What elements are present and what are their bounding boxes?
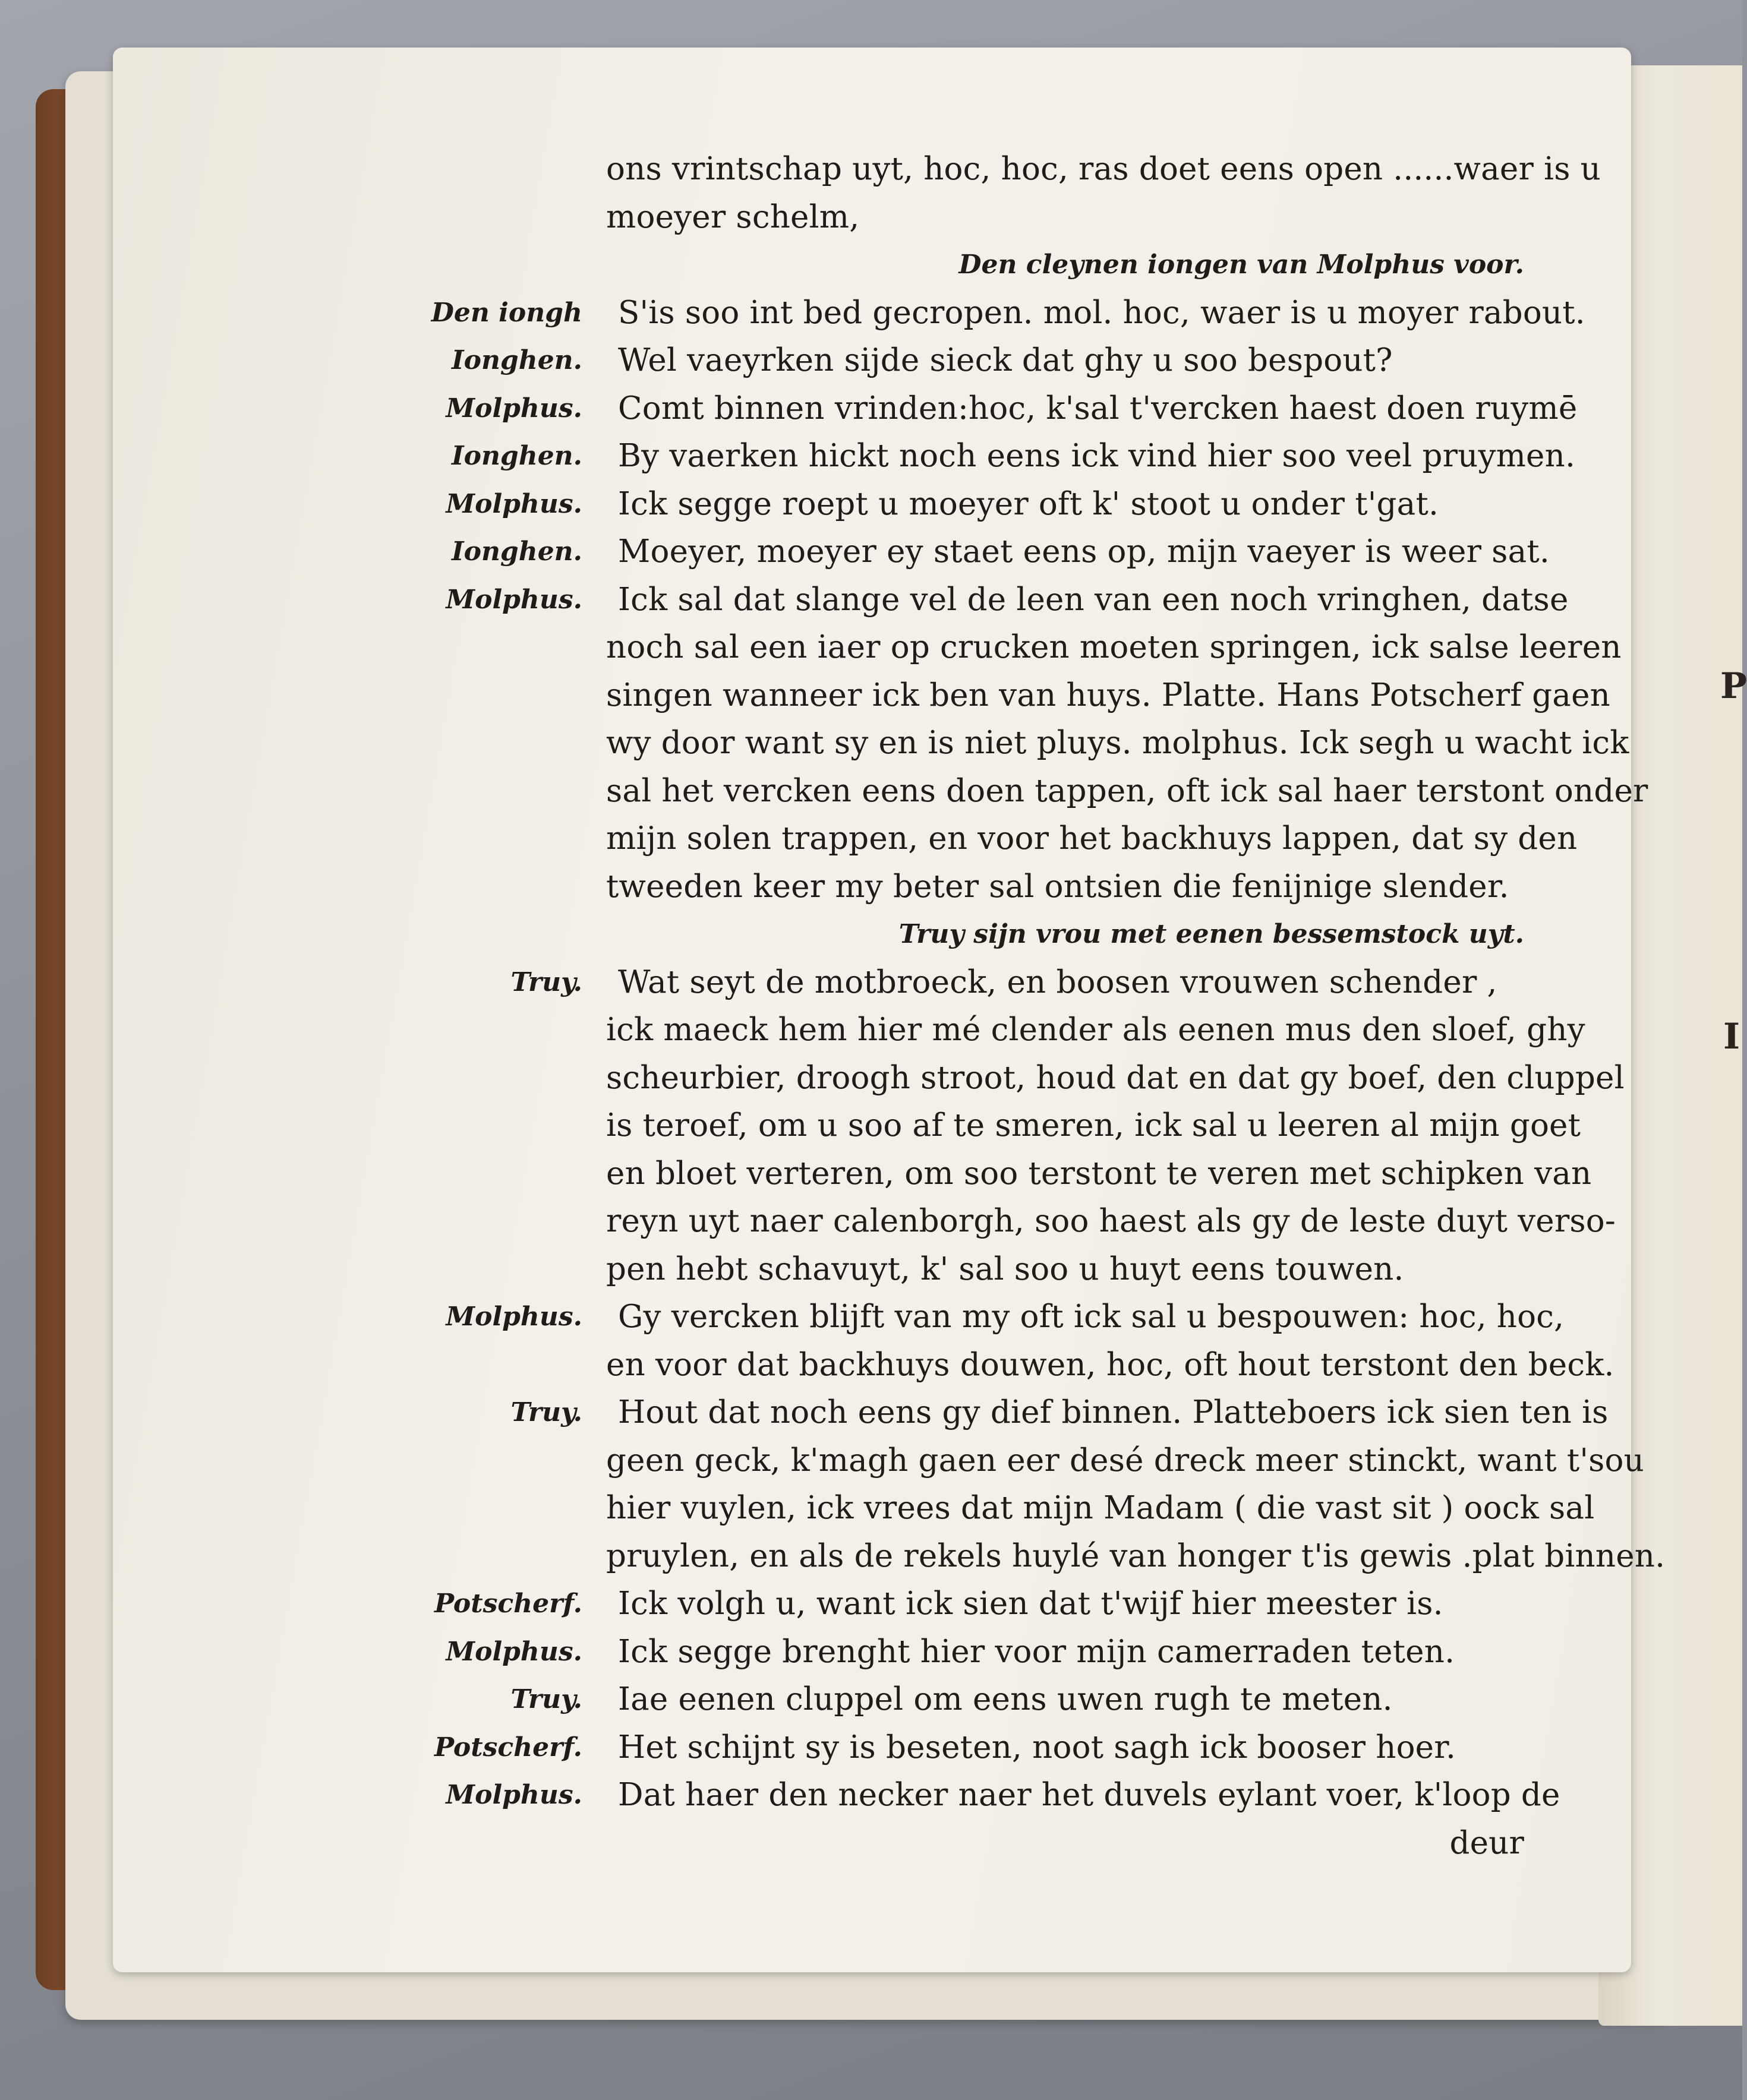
text-line bbox=[113, 1774, 1631, 1816]
speaker-label: Truy. bbox=[510, 967, 582, 997]
speaker-label: Molphus. bbox=[446, 584, 582, 615]
text-line bbox=[113, 1249, 1631, 1290]
verse-text: is teroef, om u soo af te smeren, ick sal u leeren al mijn goet bbox=[606, 1107, 1581, 1144]
speaker-label: Ionghen. bbox=[452, 345, 582, 375]
text-line bbox=[113, 1009, 1631, 1051]
verse-text: Comt binnen vrinden:hoc, k'sal t'vercken haest doen ruymē bbox=[618, 390, 1578, 427]
text-line bbox=[113, 1153, 1631, 1195]
speaker-label: Molphus. bbox=[446, 1780, 582, 1810]
verse-text: geen geck, k'magh gaen eer desé dreck meer stinckt, want t'sou bbox=[606, 1442, 1644, 1479]
verse-text: Dat haer den necker naer het duvels eylant voer, k'loop de bbox=[618, 1777, 1560, 1813]
verse-text: hier vuylen, ick vrees dat mijn Madam ( die vast sit ) oock sal bbox=[606, 1490, 1595, 1526]
text-line bbox=[113, 914, 1631, 955]
verse-text: pen hebt schavuyt, k' sal soo u huyt eens touwen. bbox=[606, 1250, 1404, 1287]
text-line bbox=[113, 962, 1631, 1003]
stage-direction: Den cleynen iongen van Molphus voor. bbox=[958, 250, 1524, 280]
verse-text: reyn uyt naer calenborgh, soo haest als gy de leste duyt verso- bbox=[606, 1203, 1616, 1239]
page-text bbox=[113, 48, 1666, 1972]
verse-text: Iae eenen cluppel om eens uwen rugh te meten. bbox=[618, 1681, 1393, 1717]
speaker-label: Potscherf. bbox=[434, 1589, 582, 1619]
text-line bbox=[113, 1105, 1631, 1147]
text-line bbox=[113, 1344, 1631, 1386]
speaker-label: Ionghen. bbox=[452, 441, 582, 471]
text-line bbox=[113, 197, 1631, 238]
verse-text: en bloet verteren, om soo terstont te veren met schipken van bbox=[606, 1155, 1592, 1192]
verse-text: ick maeck hem hier mé clender als eenen mus den sloef, ghy bbox=[606, 1012, 1585, 1048]
text-line bbox=[113, 722, 1631, 764]
text-line bbox=[113, 292, 1631, 334]
text-line bbox=[113, 1823, 1631, 1864]
speaker-label: Ionghen. bbox=[452, 536, 582, 567]
verse-text: moeyer schelm, bbox=[606, 198, 860, 235]
text-line bbox=[113, 244, 1631, 286]
speaker-label: Truy. bbox=[510, 1684, 582, 1714]
verse-text: Ick sal dat slange vel de leen van een noch vringhen, datse bbox=[618, 581, 1569, 618]
speaker-label: Den iongh bbox=[431, 297, 582, 328]
verse-text: tweeden keer my beter sal ontsien die fenijnige slender. bbox=[606, 868, 1509, 905]
verse-text: Moeyer, moeyer ey staet eens op, mijn vaeyer is weer sat. bbox=[618, 533, 1550, 570]
verse-text: Wel vaeyrken sijde sieck dat ghy u soo bespout? bbox=[618, 342, 1393, 378]
verse-text: scheurbier, droogh stroot, houd dat en dat gy boef, den cluppel bbox=[606, 1059, 1625, 1096]
verse-text: ons vrintschap uyt, hoc, hoc, ras doet eens open ......waer is u bbox=[606, 151, 1601, 187]
text-line bbox=[113, 1057, 1631, 1099]
text-line bbox=[113, 1727, 1631, 1769]
verse-text: Ick segge brenght hier voor mijn camerraden teten. bbox=[618, 1633, 1455, 1670]
text-line bbox=[113, 531, 1631, 573]
verse-text: Wat seyt de motbroeck, en boosen vrouwen schender , bbox=[618, 964, 1497, 1000]
speaker-label: Molphus. bbox=[446, 1302, 582, 1332]
verse-text: Hout dat noch eens gy dief binnen. Platteboers ick sien ten is bbox=[618, 1394, 1609, 1430]
text-line bbox=[113, 1631, 1631, 1673]
text-line bbox=[113, 388, 1631, 430]
text-line bbox=[113, 1392, 1631, 1433]
verse-text: noch sal een iaer op crucken moeten springen, ick salse leeren bbox=[606, 629, 1622, 665]
speaker-label: Molphus. bbox=[446, 393, 582, 424]
text-line bbox=[113, 579, 1631, 621]
text-line bbox=[113, 818, 1631, 860]
speaker-label: Molphus. bbox=[446, 488, 582, 519]
facing-page-fragment: P bbox=[1720, 665, 1747, 707]
text-line bbox=[113, 1201, 1631, 1242]
catchword: deur bbox=[1449, 1824, 1524, 1861]
verse-text: en voor dat backhuys douwen, hoc, oft hout terstont den beck. bbox=[606, 1346, 1614, 1383]
text-line bbox=[113, 149, 1631, 190]
speaker-label: Molphus. bbox=[446, 1636, 582, 1667]
verse-text: Ick volgh u, want ick sien dat t'wijf hier meester is. bbox=[618, 1586, 1443, 1622]
verse-text: singen wanneer ick ben van huys. Platte. Hans Potscherf gaen bbox=[606, 677, 1610, 713]
verse-text: Het schijnt sy is beseten, noot sagh ick booser hoer. bbox=[618, 1729, 1456, 1766]
text-line bbox=[113, 340, 1631, 381]
text-line bbox=[113, 1440, 1644, 1482]
verse-text: S'is soo int bed gecropen. mol. hoc, waer is u moyer rabout. bbox=[618, 294, 1585, 331]
text-line bbox=[113, 435, 1631, 477]
verse-text: wy door want sy en is niet pluys. molphus. Ick segh u wacht ick bbox=[606, 725, 1629, 761]
text-line bbox=[113, 675, 1631, 716]
text-line bbox=[113, 1296, 1631, 1338]
text-line bbox=[113, 866, 1631, 908]
text-line bbox=[113, 1679, 1631, 1720]
speaker-label: Truy. bbox=[510, 1397, 582, 1428]
text-line bbox=[113, 1536, 1666, 1577]
verse-text: sal het vercken eens doen tappen, oft ick sal haer terstont onder bbox=[606, 772, 1648, 809]
text-line bbox=[113, 484, 1631, 525]
verse-text: Ick segge roept u moeyer oft k' stoot u onder t'gat. bbox=[618, 485, 1439, 522]
text-line bbox=[113, 1583, 1631, 1625]
text-line bbox=[113, 770, 1648, 812]
verse-text: By vaerken hickt noch eens ick vind hier soo veel pruymen. bbox=[618, 438, 1575, 474]
text-line bbox=[113, 627, 1631, 668]
facing-page-fragment: I bbox=[1723, 1016, 1740, 1057]
stage-direction: Truy sijn vrou met eenen bessemstock uyt. bbox=[898, 919, 1524, 949]
verse-text: Gy vercken blijft van my oft ick sal u bespouwen: hoc, hoc, bbox=[618, 1299, 1565, 1335]
verse-text: pruylen, en als de rekels huylé van honger t'is gewis .plat binnen. bbox=[606, 1537, 1666, 1574]
speaker-label: Potscherf. bbox=[434, 1732, 582, 1763]
verse-text: mijn solen trappen, en voor het backhuys lappen, dat sy den bbox=[606, 820, 1578, 857]
text-line bbox=[113, 1488, 1631, 1529]
